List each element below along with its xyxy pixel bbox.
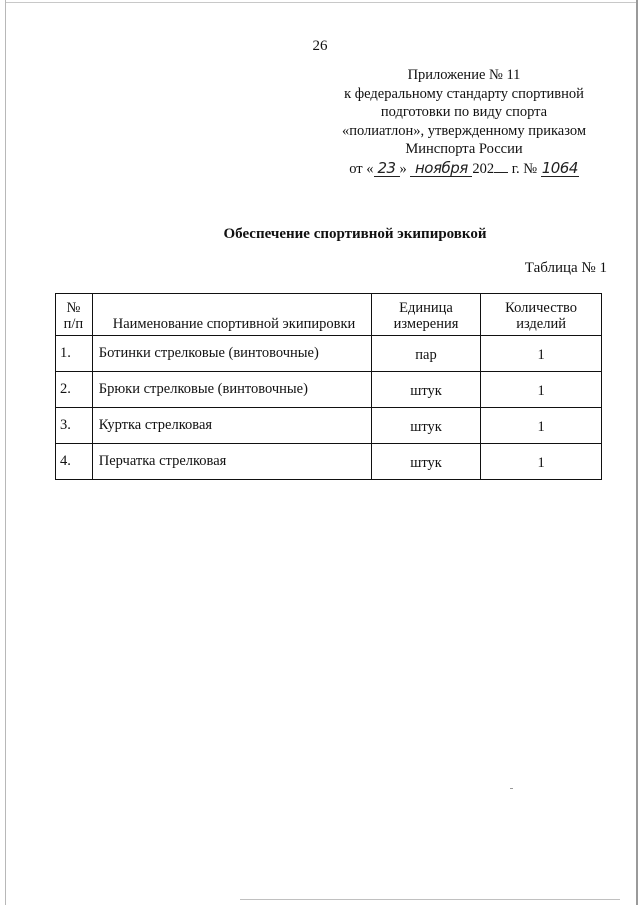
header-unit: Единица измерения [371,294,480,336]
row-quantity: 1 [481,336,602,372]
page-edge-bottom [240,899,620,900]
order-number: 1064 [541,158,578,177]
row-name: Ботинки стрелковые (винтовочные) [92,336,371,372]
table-caption: Таблица № 1 [524,260,607,276]
row-quantity: 1 [481,444,602,480]
table-row [56,336,602,372]
appendix-line: подготовки по виду спорта [380,104,548,120]
row-quantity: 1 [481,372,602,408]
order-month: ноября [410,161,472,177]
row-name: Перчатка стрелковая [92,444,371,480]
order-year: 202 [472,160,495,177]
page-number: 26 [312,38,328,54]
appendix-line: к федеральному стандарту спортивной [344,85,584,102]
header-quantity: Количество изделий [481,294,602,336]
order-number-label: г. № [511,160,538,177]
appendix-line: Минспорта России [405,141,523,157]
order-day: 23 [374,161,400,177]
row-unit: штук [371,408,480,444]
table-header-row [56,294,602,336]
row-number: 2. [56,372,93,408]
scan-speck [510,788,513,789]
order-day-close: » [399,160,407,177]
header-name: Наименование спортивной экипировки [92,294,371,336]
row-number: 1. [56,336,93,372]
appendix-header [319,66,609,178]
document-title: Обеспечение спортивной экипировкой [223,226,487,242]
row-unit: штук [371,372,480,408]
appendix-title: Приложение № 11 [407,67,521,83]
appendix-line: «полиатлон», утвержденному приказом [341,122,587,139]
row-name: Брюки стрелковые (винтовочные) [92,372,371,408]
page-edge-right [636,0,638,905]
equipment-table [55,293,602,480]
table-row [56,408,602,444]
order-year-blank [494,159,508,173]
table-row [56,372,602,408]
header-number: № п/п [56,294,93,336]
row-unit: штук [371,444,480,480]
order-reference [319,159,609,179]
table-row [56,444,602,480]
row-unit: пар [371,336,480,372]
row-quantity: 1 [481,408,602,444]
row-number: 4. [56,444,93,480]
row-name: Куртка стрелковая [92,408,371,444]
row-number: 3. [56,408,93,444]
order-prefix: от « [349,160,374,177]
page-edge-left [5,0,6,905]
page-edge-top [5,2,638,3]
